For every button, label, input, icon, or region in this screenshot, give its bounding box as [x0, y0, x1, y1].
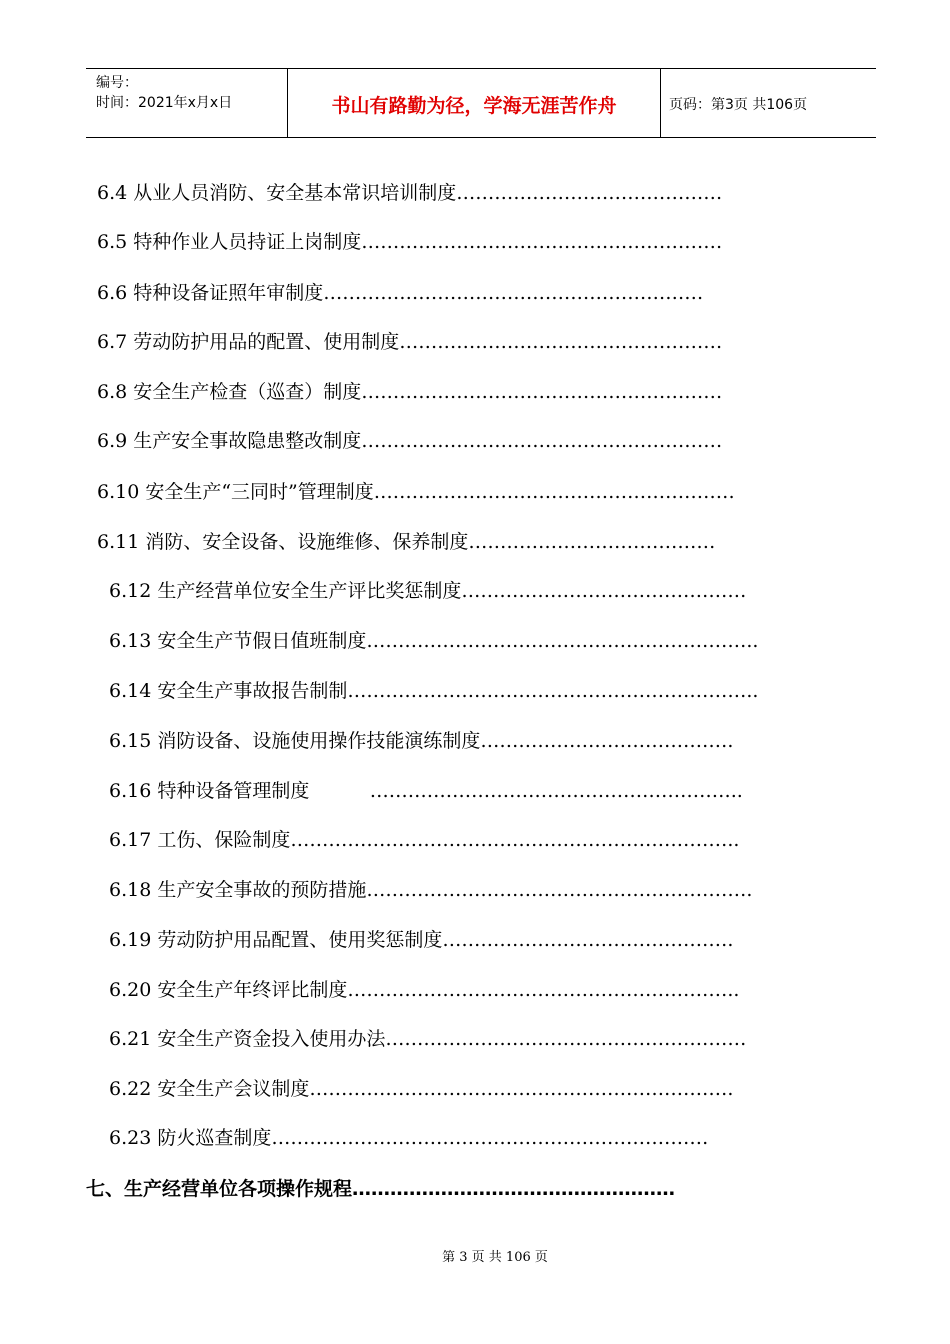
toc-item-title: 6.21 安全生产资金投入使用办法 — [109, 1028, 386, 1050]
toc-leader-dots: ………………………………………………….. — [309, 780, 743, 802]
toc-item — [109, 678, 809, 704]
toc-item-title: 6.5 特种作业人员持证上岗制度 — [97, 231, 362, 253]
number-label: 编号： — [96, 75, 138, 91]
toc-leader-dots: …………………………………………………………….. — [290, 829, 740, 851]
toc-leader-dots: …………………………………………………… — [323, 282, 704, 304]
toc-item — [97, 428, 779, 454]
toc-item — [109, 927, 809, 953]
toc-item — [109, 628, 809, 654]
toc-item-title: 6.17 工伤、保险制度 — [109, 829, 291, 851]
toc-leader-dots: …………………………………………………….. — [366, 630, 759, 652]
toc-item-title: 6.13 安全生产节假日值班制度 — [109, 630, 367, 652]
toc-section-heading — [86, 1176, 802, 1202]
header-meta-cell — [86, 69, 288, 137]
toc-item-title: 6.20 安全生产年终评比制度 — [109, 979, 348, 1001]
toc-item — [109, 1026, 802, 1052]
toc-leader-dots: …………………………………… — [456, 182, 723, 204]
toc-item — [97, 329, 779, 355]
toc-leader-dots: …………………………………………… — [399, 331, 723, 353]
toc-item — [109, 778, 812, 804]
toc-item-title: 6.11 消防、安全设备、设施维修、保养制度 — [97, 531, 469, 553]
toc-leader-dots: ……………………………………… — [461, 580, 747, 602]
toc-item-title: 6.6 特种设备证照年审制度 — [97, 282, 324, 304]
page-header — [86, 68, 876, 138]
toc-leader-dots: ………………………………………. — [442, 929, 734, 951]
toc-item-title: 6.18 生产安全事故的预防措施 — [109, 879, 367, 901]
toc-item — [109, 827, 809, 853]
toc-item — [97, 529, 790, 555]
toc-item-title: 6.15 消防设备、设施使用操作技能演练制度 — [109, 730, 481, 752]
toc-leader-dots: …………………………………………………………. — [309, 1078, 734, 1100]
toc-item — [97, 180, 779, 206]
toc-leader-dots: …………………………………………………………… — [271, 1127, 709, 1149]
toc-item — [109, 1125, 802, 1151]
toc-item-title: 6.14 安全生产事故报告制制 — [109, 680, 348, 702]
toc-leader-dots: ………………………………………………… — [361, 430, 723, 452]
header-motto-cell — [288, 69, 661, 137]
toc-item — [97, 479, 790, 505]
toc-item — [109, 728, 809, 754]
toc-item — [97, 379, 779, 405]
toc-item — [109, 977, 809, 1003]
toc-item-title: 6.19 劳动防护用品配置、使用奖惩制度 — [109, 929, 443, 951]
toc-item-title: 6.16 特种设备管理制度 — [109, 780, 310, 802]
toc-item-title: 6.4 从业人员消防、安全基本常识培训制度 — [97, 182, 457, 204]
toc-leader-dots: ………………………………………………… — [361, 381, 723, 403]
toc-item-title: 6.10 安全生产“三同时”管理制度 — [97, 481, 374, 503]
toc-leader-dots: ………………………………………………… — [361, 231, 723, 253]
toc-item — [97, 280, 779, 306]
page-info: 页码：第3页 共106页 — [669, 97, 808, 113]
toc-item — [109, 877, 809, 903]
toc-item — [109, 578, 802, 604]
toc-item-title: 6.7 劳动防护用品的配置、使用制度 — [97, 331, 400, 353]
toc-leader-dots: …………………………………. — [480, 730, 734, 752]
toc-item-title: 6.9 生产安全事故隐患整改制度 — [97, 430, 362, 452]
toc-leader-dots: …………………………………………………….. — [347, 979, 740, 1001]
toc-item-title: 6.22 安全生产会议制度 — [109, 1078, 310, 1100]
motto-text: 书山有路勤为径，学海无涯苦作舟 — [331, 95, 617, 117]
toc-item-title: 6.23 防火巡查制度 — [109, 1127, 272, 1149]
time-label: 时间：2021年x月x日 — [96, 95, 233, 111]
page-footer: 第 3 页 共 106 页 — [442, 1250, 548, 1265]
toc-leader-dots: ………………………………………………… — [373, 481, 735, 503]
header-page-cell — [661, 69, 876, 137]
toc-leader-dots: ……………………………………………………….. — [347, 680, 759, 702]
toc-item-title: 6.8 安全生产检查（巡查）制度 — [97, 381, 362, 403]
toc-item — [109, 1076, 809, 1102]
toc-leader-dots: ………………………………………………… — [385, 1028, 747, 1050]
toc-item — [97, 229, 779, 255]
toc-leader-dots: …………………………………………… — [352, 1178, 676, 1200]
section-heading-title: 七、生产经营单位各项操作规程 — [86, 1178, 353, 1200]
toc-leader-dots: ………………………………… — [468, 531, 716, 553]
toc-leader-dots: ……………………………………………………. — [366, 879, 753, 901]
toc-item-title: 6.12 生产经营单位安全生产评比奖惩制度 — [109, 580, 462, 602]
